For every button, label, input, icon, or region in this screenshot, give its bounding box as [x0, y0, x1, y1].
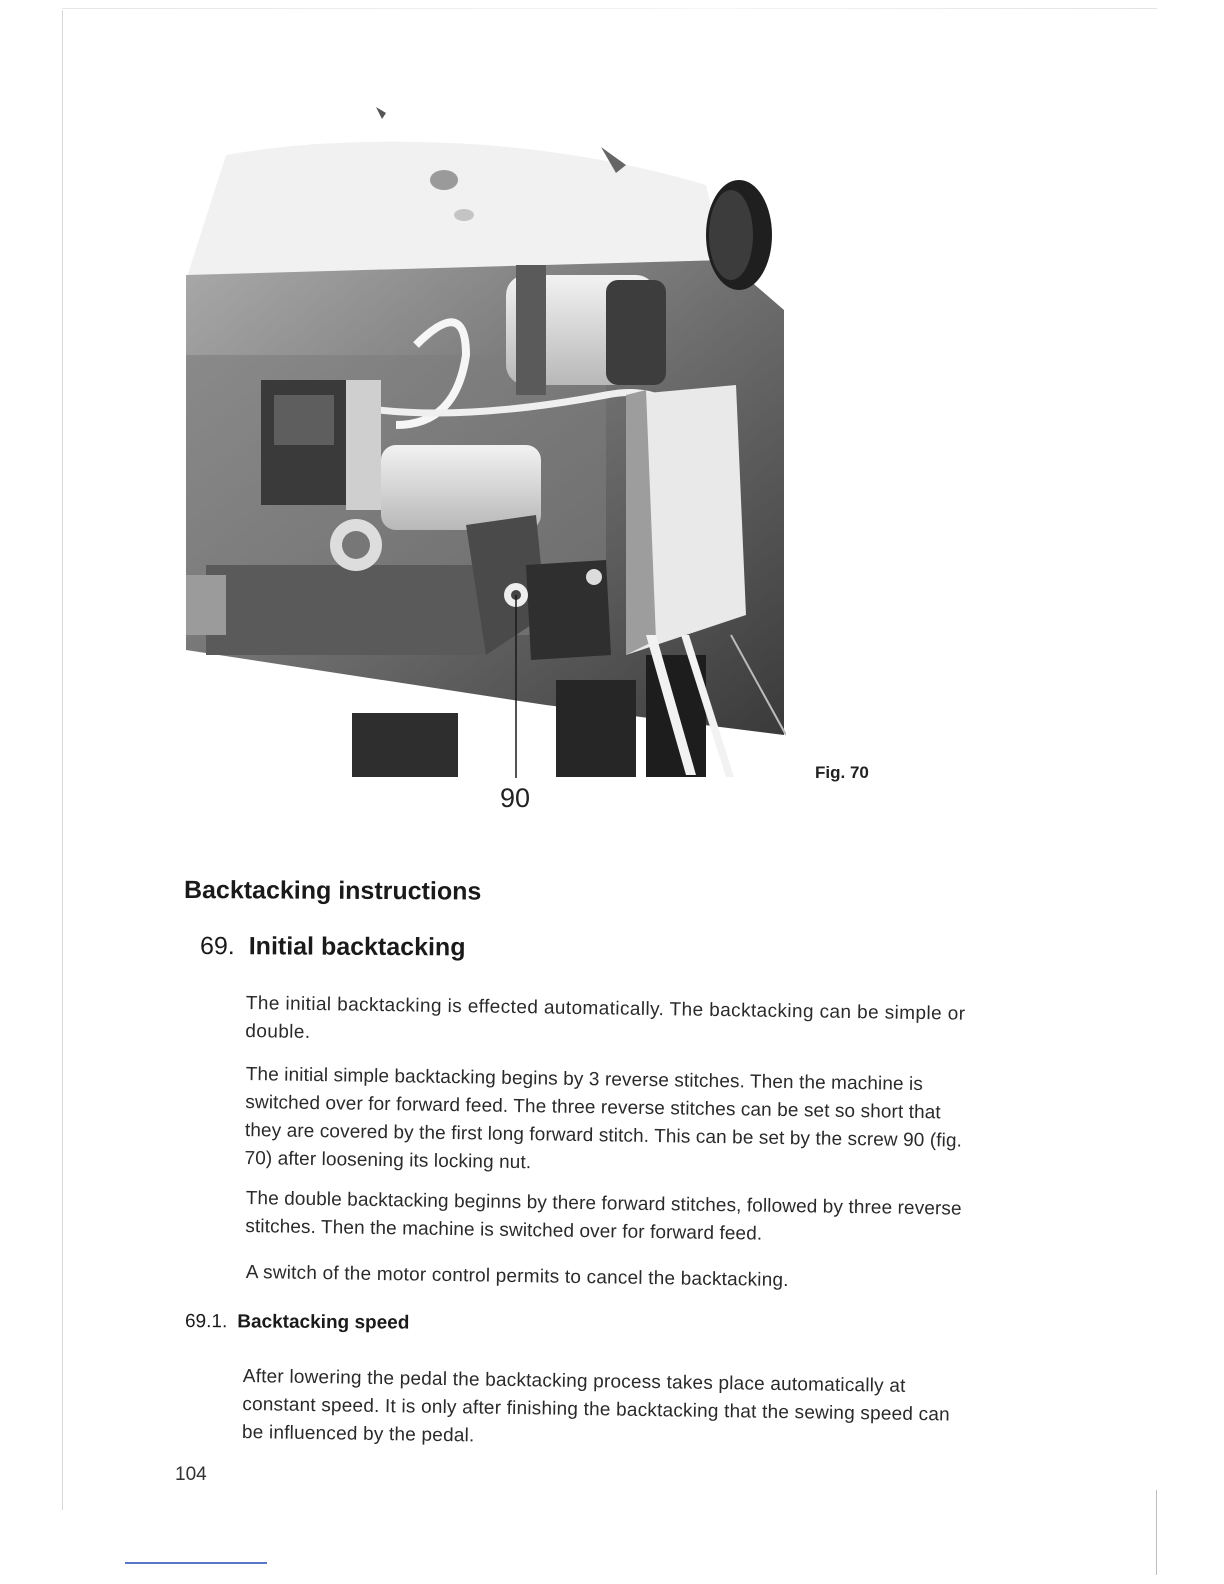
subsubsection-heading — [185, 1311, 410, 1335]
subsection-number: 69. — [199, 932, 235, 961]
page-number: 104 — [175, 1464, 207, 1485]
paragraph-1: The initial backtacking is effected automatically. The backtacking can be simple or double. — [245, 992, 966, 1043]
paragraph-3: The double backtacking beginns by there forward stitches, followed by three reverse stitches. Then the machine is switched over for forward feed. — [245, 1187, 962, 1245]
page-edge-right — [1156, 1490, 1157, 1575]
paragraph-2: The initial simple backtacking begins by 3 reverse stitches. Then the machine is switched over for forward feed. The three reverse stitches can be set so short that they are covered by the first long forward stitch. This can be set by the screw 90 (fig. 70) after loosening its locking nut. — [244, 1063, 963, 1174]
paragraph-speed: After lowering the pedal the backtacking process takes place automatically at constant speed. It is only after finishing the backtacking that the sewing speed can be influenced by the pedal. — [241, 1365, 951, 1447]
callout-label-90: 90 — [500, 783, 531, 813]
page-edge-top — [62, 8, 1157, 9]
subsubsection-title: Backtacking speed — [237, 1311, 410, 1334]
subsubsection-number: 69.1. — [184, 1311, 228, 1333]
subsection-heading — [200, 932, 466, 962]
bottom-rule — [125, 1562, 267, 1564]
paragraph-4: A switch of the motor control permits to cancel the backtacking. — [245, 1261, 789, 1292]
section-heading: Backtacking instructions — [183, 876, 482, 906]
subsection-title: Initial backtacking — [248, 932, 466, 962]
page-edge-left — [62, 10, 63, 1510]
machine-photo — [186, 95, 786, 780]
figure-caption: Fig. 70 — [815, 763, 869, 782]
